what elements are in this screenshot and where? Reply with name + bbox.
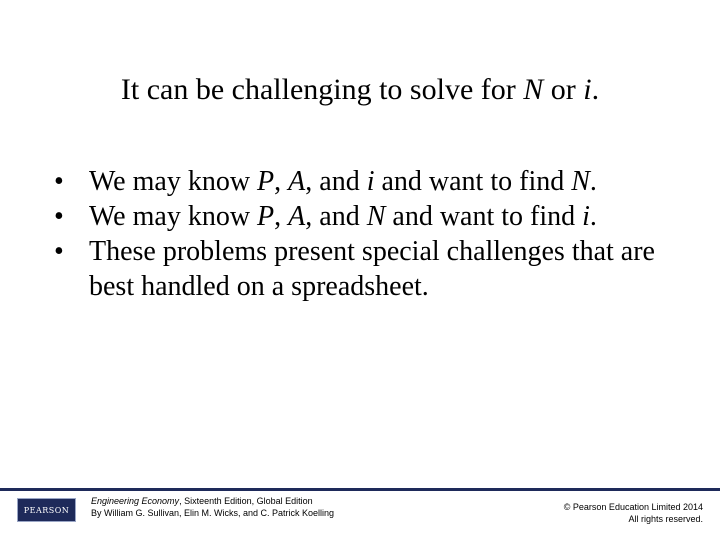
bullet-icon: • (54, 201, 64, 232)
bullet-variable: i (366, 166, 375, 197)
title-variable-n: N (523, 73, 544, 106)
bullet-variable: P (257, 201, 275, 232)
title-text: or (543, 73, 584, 106)
bullet-variable: N (366, 201, 386, 232)
copyright-line: © Pearson Education Limited 2014 (563, 502, 703, 512)
footer-book-credit (91, 495, 334, 519)
bullet-icon: • (54, 166, 64, 197)
bullet-item-find-i (54, 199, 674, 234)
book-title: Engineering Economy (91, 496, 180, 506)
title-text: It can be challenging to solve for (120, 73, 524, 106)
title-text: . (591, 73, 600, 106)
bullet-text: and want to find (374, 166, 572, 197)
bullet-text: . (589, 201, 597, 232)
footer-copyright (564, 501, 703, 525)
bullet-text: , and (305, 201, 367, 232)
bullet-icon: • (54, 236, 64, 267)
bullet-text: We may know (89, 201, 258, 232)
footer-divider (0, 488, 720, 491)
title-variable-i: i (583, 73, 592, 106)
bullet-item-spreadsheet (54, 234, 674, 304)
bullet-text: and want to find (385, 201, 583, 232)
pearson-logo (17, 498, 76, 522)
bullet-text: , (274, 166, 289, 197)
bullet-text: . (589, 166, 597, 197)
bullet-text: We may know (89, 166, 258, 197)
bullet-variable: N (571, 166, 590, 197)
bullet-variable: i (582, 201, 590, 232)
bullet-text: These problems present special challenges that are best handled on a spreadsheet. (89, 236, 655, 302)
rights-line: All rights reserved. (628, 514, 703, 524)
logo-text: PEARSON (23, 505, 70, 515)
bullet-variable: P (257, 166, 275, 197)
bullet-text: , (274, 201, 289, 232)
slide-title (0, 72, 720, 108)
bullet-variable: A (288, 201, 306, 232)
bullet-text: , and (305, 166, 367, 197)
bullet-variable: A (288, 166, 306, 197)
footer-book-line (91, 495, 334, 507)
book-edition: , Sixteenth Edition, Global Edition (179, 496, 313, 506)
bullet-item-find-n (54, 164, 674, 199)
bullet-list (54, 164, 674, 304)
footer-authors: By William G. Sullivan, Elin M. Wicks, and C. Patrick Koelling (91, 508, 335, 518)
